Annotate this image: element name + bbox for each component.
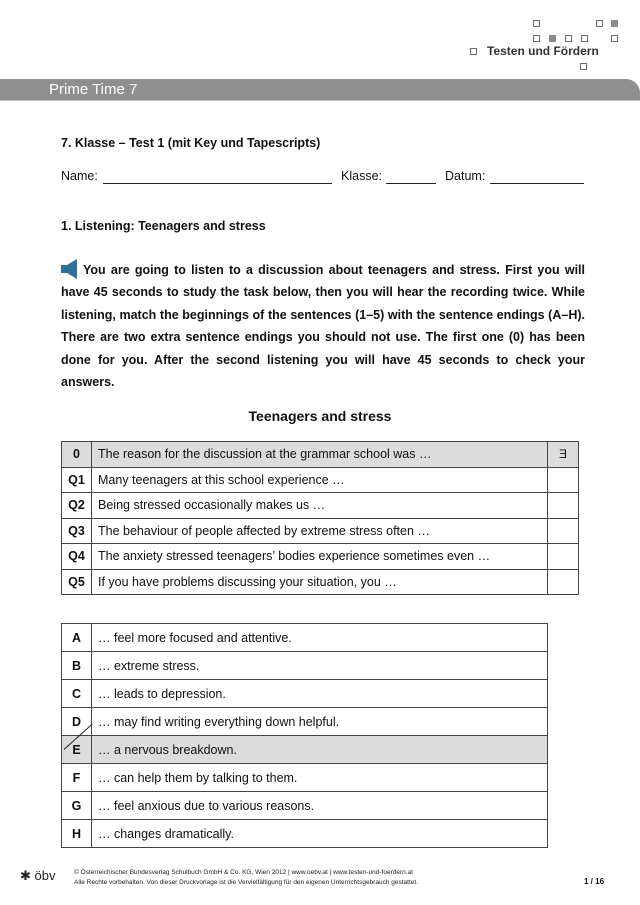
series-title: Prime Time 7	[49, 81, 138, 98]
table-row	[62, 544, 579, 570]
table-row	[62, 820, 548, 848]
ending-letter: F	[62, 764, 92, 792]
endings-table	[61, 623, 548, 848]
ending-letter: B	[62, 652, 92, 680]
ending-text: … feel more focused and attentive.	[92, 624, 548, 652]
footer-line-1: © Österreichischer Bundesverlag Schulbuch GmbH & Co. KG, Wien 2012 | www.oebv.at | www.testen-und-foerdern.at	[74, 869, 413, 876]
table-row	[62, 764, 548, 792]
ending-letter: E	[72, 742, 81, 757]
row-text: The anxiety stressed teenagers’ bodies experience sometimes even …	[92, 544, 548, 570]
row-text: Being stressed occasionally makes us …	[92, 493, 548, 519]
ending-text: … can help them by talking to them.	[92, 764, 548, 792]
page-number: 1 / 16	[584, 877, 605, 886]
task-title: Teenagers and stress	[248, 408, 392, 424]
class-field[interactable]	[386, 183, 436, 184]
table-row	[62, 652, 548, 680]
date-label: Datum:	[445, 169, 486, 183]
asterisk-icon: ✱	[20, 868, 31, 883]
ending-text: … may find writing everything down helpful.	[92, 708, 548, 736]
table-row	[62, 467, 579, 493]
row-number: Q4	[62, 544, 92, 570]
task-instructions: You are going to listen to a discussion about teenagers and stress. First you will have 45 seconds to study the task below, then you will hear the recording twice. While listening, match the beginnings of the sentences (1–5) with the sentence endings (A–H). There are two extra sentence endings you should not use. The first one (0) has been done for you. After the second listening you will have 45 seconds to check your answers.	[61, 263, 585, 390]
date-field[interactable]	[490, 183, 584, 184]
table-row	[62, 518, 579, 544]
beginnings-table	[61, 441, 579, 595]
name-field[interactable]	[103, 183, 332, 184]
ending-text: … extreme stress.	[92, 652, 548, 680]
ending-text: … a nervous breakdown.	[92, 736, 548, 764]
ending-letter: G	[62, 792, 92, 820]
table-row	[62, 569, 579, 595]
footer-line-2: Alle Rechte vorbehalten. Von dieser Druckvorlage ist die Vervielfältigung für den eigenen Unterrichtsgebrauch gestattet.	[74, 879, 418, 886]
answer-cell[interactable]	[548, 467, 579, 493]
ending-text: … changes dramatically.	[92, 820, 548, 848]
answer-cell[interactable]	[548, 569, 579, 595]
answer-cell[interactable]	[548, 442, 579, 468]
ending-letter-crossed	[62, 736, 92, 764]
table-row	[62, 708, 548, 736]
publisher-logo	[20, 868, 56, 884]
ending-letter: A	[62, 624, 92, 652]
row-number: Q5	[62, 569, 92, 595]
row-number: Q3	[62, 518, 92, 544]
row-text: If you have problems discussing your situation, you …	[92, 569, 548, 595]
table-row	[62, 493, 579, 519]
row-text: The reason for the discussion at the grammar school was …	[92, 442, 548, 468]
name-label: Name:	[61, 169, 98, 183]
answer-cell[interactable]	[548, 518, 579, 544]
table-row	[62, 624, 548, 652]
answer-value: E	[558, 447, 567, 462]
section-title: 1. Listening: Teenagers and stress	[61, 219, 266, 233]
table-row	[62, 680, 548, 708]
row-number: Q1	[62, 467, 92, 493]
ending-letter: H	[62, 820, 92, 848]
row-text: The behaviour of people affected by extreme stress often …	[92, 518, 548, 544]
answer-cell[interactable]	[548, 493, 579, 519]
brand-name: Testen und Fördern	[487, 44, 599, 58]
header-divider	[0, 100, 640, 101]
ending-text: … feel anxious due to various reasons.	[92, 792, 548, 820]
row-number: 0	[62, 442, 92, 468]
series-title-bar	[0, 79, 640, 100]
answer-cell[interactable]	[548, 544, 579, 570]
footer-copyright	[74, 868, 418, 888]
table-row	[62, 442, 579, 468]
ending-text: … leads to depression.	[92, 680, 548, 708]
row-text: Many teenagers at this school experience …	[92, 467, 548, 493]
ending-letter: D	[62, 708, 92, 736]
row-number: Q2	[62, 493, 92, 519]
publisher-logo-text: öbv	[34, 868, 56, 883]
table-row-used-example	[62, 736, 548, 764]
class-label: Klasse:	[341, 169, 382, 183]
ending-letter: C	[62, 680, 92, 708]
table-row	[62, 792, 548, 820]
test-heading: 7. Klasse – Test 1 (mit Key und Tapescripts)	[61, 136, 321, 150]
